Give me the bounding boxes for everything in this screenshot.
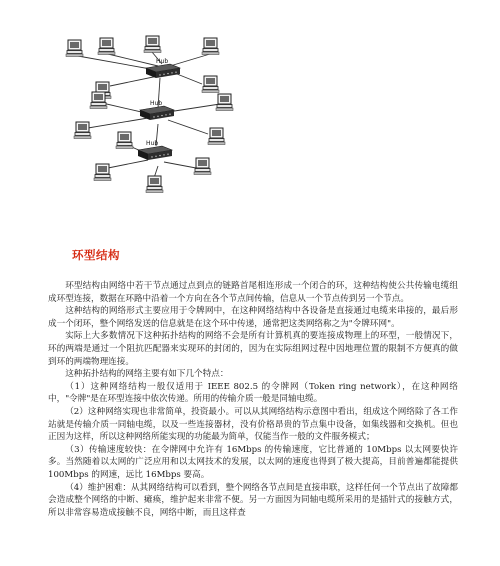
computer-icon [90, 92, 107, 109]
paragraph: （4）维护困难：从其网络结构可以看到，整个网络各节点间是直接串联，这样任何一个节点出了故障都会造成整个网络的中断、瘫痪，维护起来非常不便。另一方面因为同轴电缆所采用的是插针式的接触方式，所以非常容易造成接触不良，网络中断，而且这样查 [48, 482, 458, 518]
computer-icon [146, 176, 163, 193]
section-title: 环型结构 [72, 248, 120, 262]
hub-icon [140, 106, 174, 120]
computer-icon [98, 38, 115, 55]
network-topology-diagram [0, 0, 500, 250]
body-text [48, 280, 458, 519]
computer-icon [66, 40, 83, 57]
hub-label: Hub [150, 100, 163, 107]
computer-icon [202, 38, 219, 55]
hub-label: Hub [156, 58, 169, 65]
hub-icon [138, 146, 172, 160]
hub-label: Hub [146, 140, 159, 147]
computer-icon [208, 128, 225, 145]
computer-icon [216, 94, 233, 111]
paragraph: （2）这种网络实现也非常简单，投资最小。可以从其网络结构示意图中看出，组成这个网络除了各工作站就是传输介质一同轴电缆，以及一些连接器材，没有价格昂贵的节点集中设备，如集线器和交换机。但也正因为这样，所以这种网络所能实现的功能最为简单，仅能当作一般的文件服务模式； [48, 406, 458, 443]
computer-icon [144, 36, 161, 53]
computer-icon [116, 132, 133, 149]
hub-icon [146, 64, 180, 78]
paragraph: （1）这种网络结构一般仅适用于 IEEE 802.5 的令牌网（Token ring network），在这种网络中，"令牌"是在环型连接中依次传递。所用的传输介质一般是同轴电缆。 [48, 381, 458, 405]
paragraph: 这种结构的网络形式主要应用于令牌网中，在这种网络结构中各设备是直接通过电缆来串接的，最后形成一个闭环，整个网络发送的信息就是在这个环中传递，通常把这类网络称之为"令牌环网"。 [48, 306, 458, 329]
paragraph: 这种拓扑结构的网络主要有如下几个特点： [65, 369, 229, 380]
computer-icon [74, 122, 91, 139]
computer-icon [194, 158, 211, 175]
paragraph: 实际上大多数情况下这种拓扑结构的网络不会是所有计算机真的要连接成物理上的环型，一般情况下，环的两端是通过一个阻抗匹配器来实现环的封闭的，因为在实际组网过程中因地理位置的限制不方便真的做到环的两端物理连接。 [48, 331, 458, 367]
paragraph: 环型结构由网络中若干节点通过点到点的链路首尾相连形成一个闭合的环，这种结构使公共传输电缆组成环型连接，数据在环路中沿着一个方向在各个节点间传输，信息从一个节点传到另一个节点。 [48, 281, 458, 304]
paragraph: （3）传输速度较快：在令牌网中允许有 16Mbps 的传输速度，它比普通的 10Mbps 以太网要快许多。当然随着以太网的广泛应用和以太网技术的发展，以太网的速度也得到了极大提高，目前普遍都能提供 100Mbps 的网速，远比 16Mbps 要高。 [48, 444, 458, 480]
computer-icon [94, 164, 111, 181]
computer-icon [202, 76, 219, 93]
